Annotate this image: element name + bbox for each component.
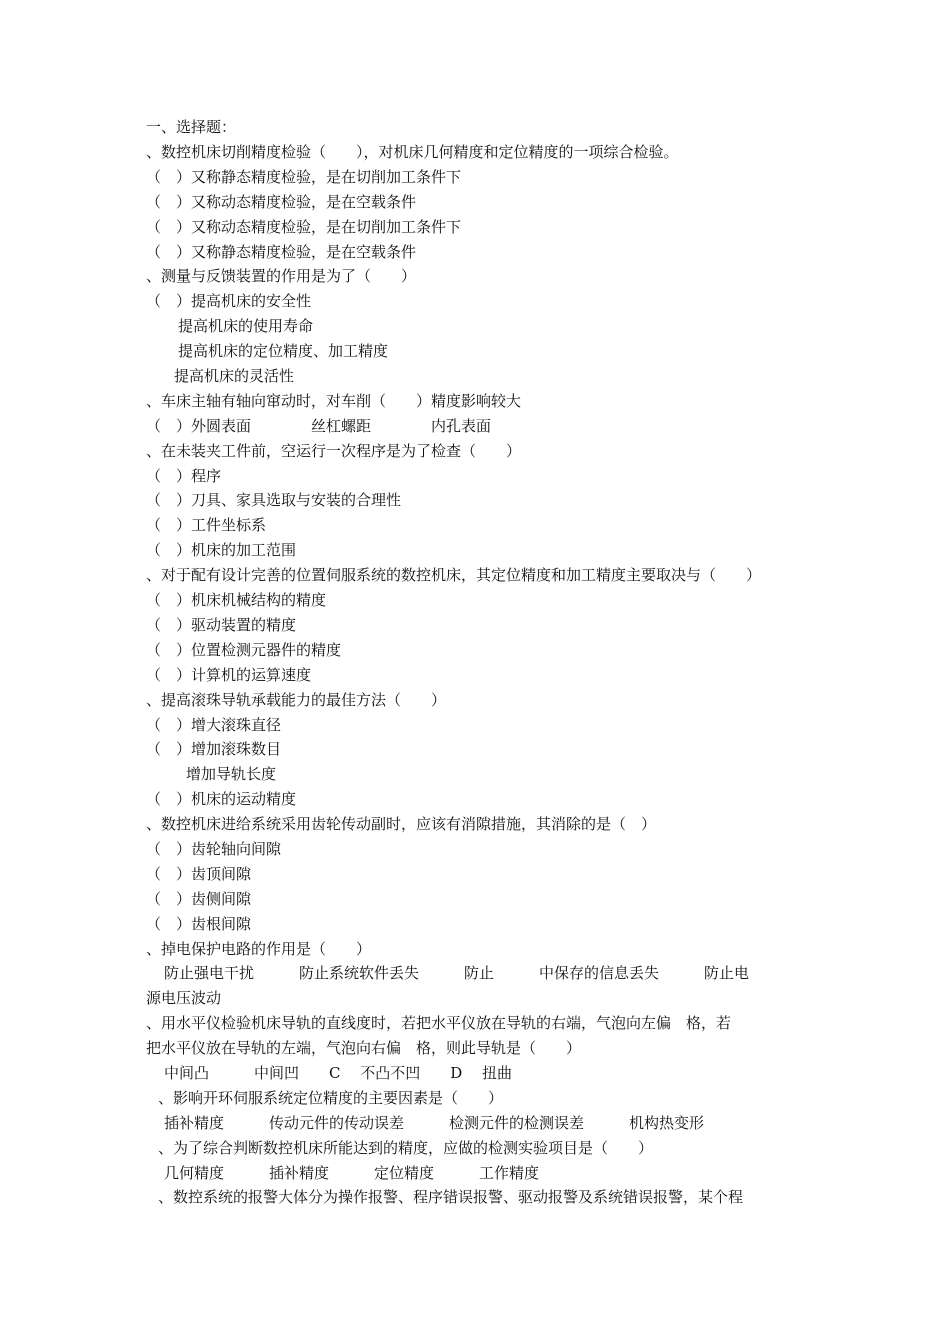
option-line: （ ）工件坐标系 bbox=[146, 516, 267, 534]
option-line: 几何精度 插补精度 定位精度 工作精度 bbox=[164, 1164, 540, 1182]
option-line: （ ）齿轮轴向间隙 bbox=[146, 840, 282, 858]
option-line: （ ）提高机床的安全性 bbox=[146, 292, 312, 310]
option-line: （ ）又称静态精度检验，是在空载条件 bbox=[146, 243, 417, 261]
option-line: 中间凸 中间凹 C 不凸不凹 D 扭曲 bbox=[164, 1064, 513, 1082]
option-line: 提高机床的使用寿命 bbox=[178, 317, 314, 335]
option-line: （ ）机床机械结构的精度 bbox=[146, 591, 327, 609]
option-line: （ ）又称动态精度检验，是在切削加工条件下 bbox=[146, 218, 462, 236]
option-line-continued: 源电压波动 bbox=[146, 989, 222, 1007]
option-line: （ ）驱动装置的精度 bbox=[146, 616, 297, 634]
option-line: （ ）增大滚珠直径 bbox=[146, 716, 282, 734]
question-12: 、数控系统的报警大体分为操作报警、程序错误报警、驱动报警及系统错误报警，某个程 bbox=[158, 1188, 744, 1206]
option-line: （ ）外圆表面 丝杠螺距 内孔表面 bbox=[146, 417, 492, 435]
option-line: （ ）又称动态精度检验，是在空载条件 bbox=[146, 193, 417, 211]
option-line: （ ）机床的加工范围 bbox=[146, 541, 297, 559]
option-line: （ ）机床的运动精度 bbox=[146, 790, 297, 808]
option-line: （ ）齿根间隙 bbox=[146, 915, 252, 933]
question-8: 、掉电保护电路的作用是（ ） bbox=[146, 940, 372, 958]
option-line: （ ）刀具、家具选取与安装的合理性 bbox=[146, 491, 402, 509]
option-line: 提高机床的定位精度、加工精度 bbox=[178, 342, 389, 360]
question-2: 、测量与反馈装置的作用是为了（ ） bbox=[146, 267, 417, 285]
option-line: （ ）位置检测元器件的精度 bbox=[146, 641, 342, 659]
option-line: （ ）齿侧间隙 bbox=[146, 890, 252, 908]
question-5: 、对于配有设计完善的位置伺服系统的数控机床，其定位精度和加工精度主要取决与（ ） bbox=[146, 566, 762, 584]
option-line: （ ）齿顶间隙 bbox=[146, 865, 252, 883]
option-line: （ ）程序 bbox=[146, 467, 222, 485]
question-11: 、为了综合判断数控机床所能达到的精度，应做的检测实验项目是（ ） bbox=[158, 1139, 654, 1157]
question-1: 、数控机床切削精度检验（ ），对机床几何精度和定位精度的一项综合检验。 bbox=[146, 143, 679, 161]
option-line: 提高机床的灵活性 bbox=[174, 367, 295, 385]
option-line: 防止强电干扰 防止系统软件丢失 防止 中保存的信息丢失 防止电 bbox=[164, 964, 750, 982]
option-line: （ ）又称静态精度检验，是在切削加工条件下 bbox=[146, 168, 462, 186]
question-3: 、车床主轴有轴向窜动时，对车削（ ）精度影响较大 bbox=[146, 392, 522, 410]
option-line: 插补精度 传动元件的传动误差 检测元件的检测误差 机构热变形 bbox=[164, 1114, 705, 1132]
question-6: 、提高滚珠导轨承载能力的最佳方法（ ） bbox=[146, 691, 447, 709]
question-7: 、数控机床进给系统采用齿轮传动副时，应该有消隙措施，其消除的是（ ） bbox=[146, 815, 657, 833]
section-heading: 一、选择题： bbox=[146, 118, 237, 136]
question-4: 、在未装夹工件前，空运行一次程序是为了检查（ ） bbox=[146, 442, 522, 460]
option-line: （ ）计算机的运算速度 bbox=[146, 666, 312, 684]
question-9: 、用水平仪检验机床导轨的直线度时，若把水平仪放在导轨的右端，气泡向左偏 格，若 bbox=[146, 1014, 732, 1032]
question-10: 、影响开环伺服系统定位精度的主要因素是（ ） bbox=[158, 1089, 504, 1107]
question-9-continued: 把水平仪放在导轨的左端，气泡向右偏 格，则此导轨是（ ） bbox=[146, 1039, 582, 1057]
option-line: 增加导轨长度 bbox=[186, 765, 277, 783]
option-line: （ ）增加滚珠数目 bbox=[146, 740, 282, 758]
